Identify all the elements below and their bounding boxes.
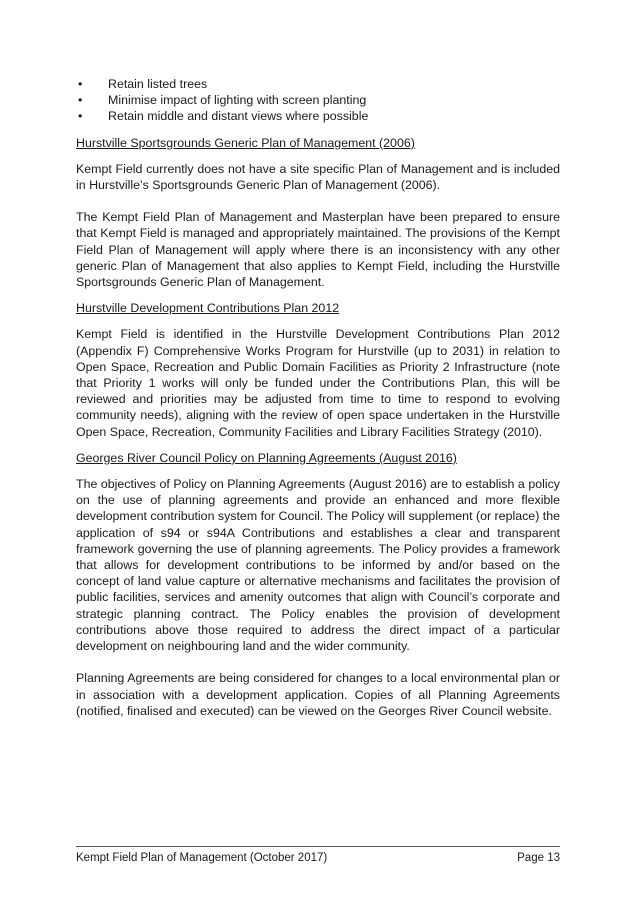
- paragraph: Kempt Field currently does not have a site specific Plan of Management and is included in Hurstville’s Sportsgrounds Generic Plan of Management (2006).: [76, 161, 560, 193]
- page-footer: [76, 846, 560, 865]
- paragraph: Kempt Field is identified in the Hurstville Development Contributions Plan 2012 (Appendix F) Comprehensive Works Program for Hurstville (up to 2031) in relation to Open Space, Recreation and Public Domain Facilities as Priority 2 Infrastructure (note that Priority 1 works will only be funded under the Contributions Plan, this will be reviewed and priorities may be adjusted from time to time to respond to evolving community needs), aligning with the review of open space undertaken in the Hurstville Open Space, Recreation, Community Facilities and Library Facilities Strategy (2010).: [76, 327, 560, 439]
- page-number: Page 13: [517, 852, 560, 864]
- section-heading-planning-agreements: Georges River Council Policy on Planning Agreements (August 2016): [76, 450, 457, 465]
- paragraph: Planning Agreements are being considered for changes to a local environmental plan or in association with a development application. Copies of all Planning Agreements (notified, finalised and executed) can be viewed on the Georges River Council website.: [76, 671, 560, 718]
- section-heading-sportsgrounds-pom: Hurstville Sportsgrounds Generic Plan of Management (2006): [76, 135, 415, 150]
- bullet-marker: •: [78, 109, 83, 124]
- section-heading-contributions-plan: Hurstville Development Contributions Plan 2012: [76, 301, 340, 316]
- bullet-item: [76, 76, 560, 92]
- document-body: [76, 76, 560, 735]
- bullet-item: [76, 108, 560, 124]
- paragraph: The Kempt Field Plan of Management and Masterplan have been prepared to ensure that Kempt Field is managed and appropriately maintained. The provisions of the Kempt Field Plan of Management will apply where there is an inconsistency with any other generic Plan of Management that also applies to Kempt Field, including the Hurstville Sportsgrounds Generic Plan of Management.: [76, 210, 560, 290]
- footer-document-title: Kempt Field Plan of Management (October 2017): [76, 852, 328, 864]
- bullet-text: Retain middle and distant views where possible: [108, 109, 369, 124]
- bullet-item: [76, 92, 560, 108]
- bullet-list: [76, 76, 560, 125]
- bullet-marker: •: [78, 77, 83, 91]
- paragraph: The objectives of Policy on Planning Agreements (August 2016) are to establish a policy on the use of planning agreements and provide an enhanced and more flexible development contribution system for Council. The Policy will supplement (or replace) the application of s94 or s94A Contributions and establishes a clear and transparent framework governing the use of planning agreements. The Policy provides a framework that allows for development contributions to be informed by and/or based on the concept of land value capture or alternative mechanisms and facilitates the provision of public facilities, services and amenity outcomes that align with Council’s corporate and strategic planning contract. The Policy enables the provision of development contributions above those required to address the direct impact of a particular development on neighbouring land and the wider community.: [76, 477, 560, 654]
- bullet-text: Minimise impact of lighting with screen planting: [108, 93, 367, 108]
- bullet-marker: •: [78, 93, 83, 108]
- bullet-text: Retain listed trees: [108, 77, 208, 91]
